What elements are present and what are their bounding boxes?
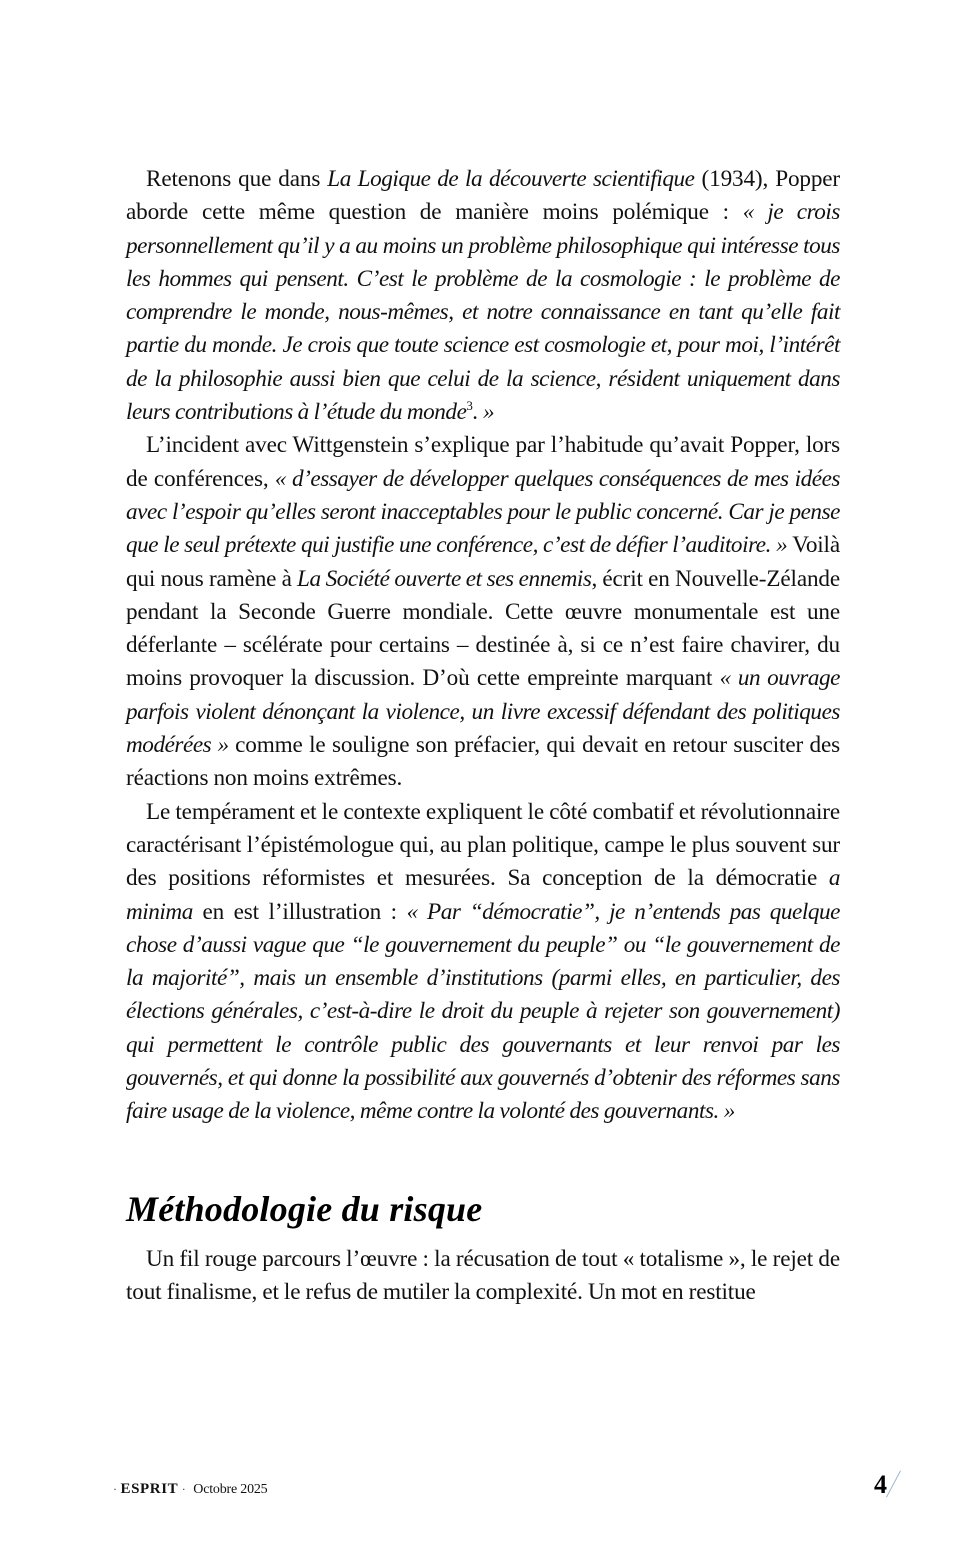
footer-brand: ESPRIT — [120, 1481, 179, 1497]
italic-text: « Par “démocratie”, je n’entends pas quelque chose d’aussi vague que “le gouvernement du peuple” ou “le gouvernement de la majorité”, mais un ensemble d’institutions (parmi elles, en particulier, des élections générales, c’est-à-dire le droit du peuple à rejeter son gouvernement) qui permettent le contrôle public des gouvernants et leur renvoi par les gouvernés, et qui donne la possibilité aux gouvernés d’obtenir des réformes sans faire usage de la violence, même contre la volonté des gouvernants. » — [126, 898, 840, 1125]
body-text: Un fil rouge parcours l’œuvre : la récusation de tout « totalisme », le rejet de tout finalisme, et le refus de mutiler la complexité. Un mot en restitue — [126, 1245, 840, 1305]
body-text: (1934), Popper aborde cette même question de manière moins polémique : — [126, 166, 840, 226]
italic-text: « d’essayer de développer quelques conséquences de mes idées avec l’espoir qu’elles seront inacceptables pour le public concerné. Car je pense que le seul prétexte qui justifie une conférence, c’est de défier l’auditoire. » — [126, 465, 840, 559]
page-number: 4 — [874, 1470, 887, 1499]
footer-separator-right: · — [181, 1482, 186, 1496]
footer-issue-date: Octobre 2025 — [193, 1482, 268, 1497]
paragraph-popper-cosmology — [126, 163, 840, 429]
body-text: Voilà qui nous ramène à — [126, 532, 840, 592]
italic-text: a minima — [126, 865, 840, 925]
italic-text: « je crois personnellement qu’il y a au moins un problème philosophique qui intéresse tous les hommes qui pensent. C’est le problème de la cosmologie : le problème de comprendre le monde, nous-mêmes, et notre connaissance en tant qu’elle fait partie du monde. Je crois que toute science est cosmologie et, pour moi, l’intérêt de la philosophie aussi bien que celui de la science, résident uniquement dans leurs contributions à l’étude du monde — [126, 199, 840, 426]
body-text: en est l’illustration : — [192, 898, 407, 925]
italic-text: La Société ouverte et ses ennemis — [297, 565, 592, 592]
section-heading: Méthodologie du risque — [126, 1188, 483, 1229]
body-text: , écrit en Nouvelle-Zélande pendant la Seconde Guerre mondiale. Cette œuvre monumentale est une déferlante – scélérate pour certains – destinée à, si ce n’est faire chavirer, du moins provoquer la discussion. D’où cette empreinte marquant — [126, 565, 840, 692]
body-text: Retenons que dans — [146, 166, 328, 192]
article-body — [126, 163, 840, 1309]
body-text: Le tempérament et le contexte expliquent le côté combatif et révolutionnaire caractérisant l’épistémologue qui, au plan politique, campe le plus souvent sur des positions réformistes et mesurées. Sa conception de la démocratie — [126, 798, 840, 892]
footer-separator-left: · — [113, 1482, 117, 1496]
italic-text: La Logique de la découverte scientifique — [327, 166, 695, 192]
footer-publication — [113, 1480, 268, 1499]
paragraph-democracy — [126, 796, 840, 1129]
body-text: comme le souligne son préfacier, qui devait en retour susciter des réactions non moins extrêmes. — [126, 732, 841, 792]
page-number-slash-ornament — [886, 1471, 901, 1498]
italic-text: « un ouvrage parfois violent dénonçant la violence, un livre excessif défendant des politiques modérées » — [126, 665, 840, 759]
paragraph-fil-rouge — [126, 1243, 840, 1310]
footnote-marker: 3 — [466, 398, 473, 414]
body-text: L’incident avec Wittgenstein s’explique par l’habitude qu’avait Popper, lors de conférences, — [126, 432, 840, 492]
italic-text: . » — [472, 399, 495, 426]
paragraph-wittgenstein-incident — [126, 429, 840, 795]
